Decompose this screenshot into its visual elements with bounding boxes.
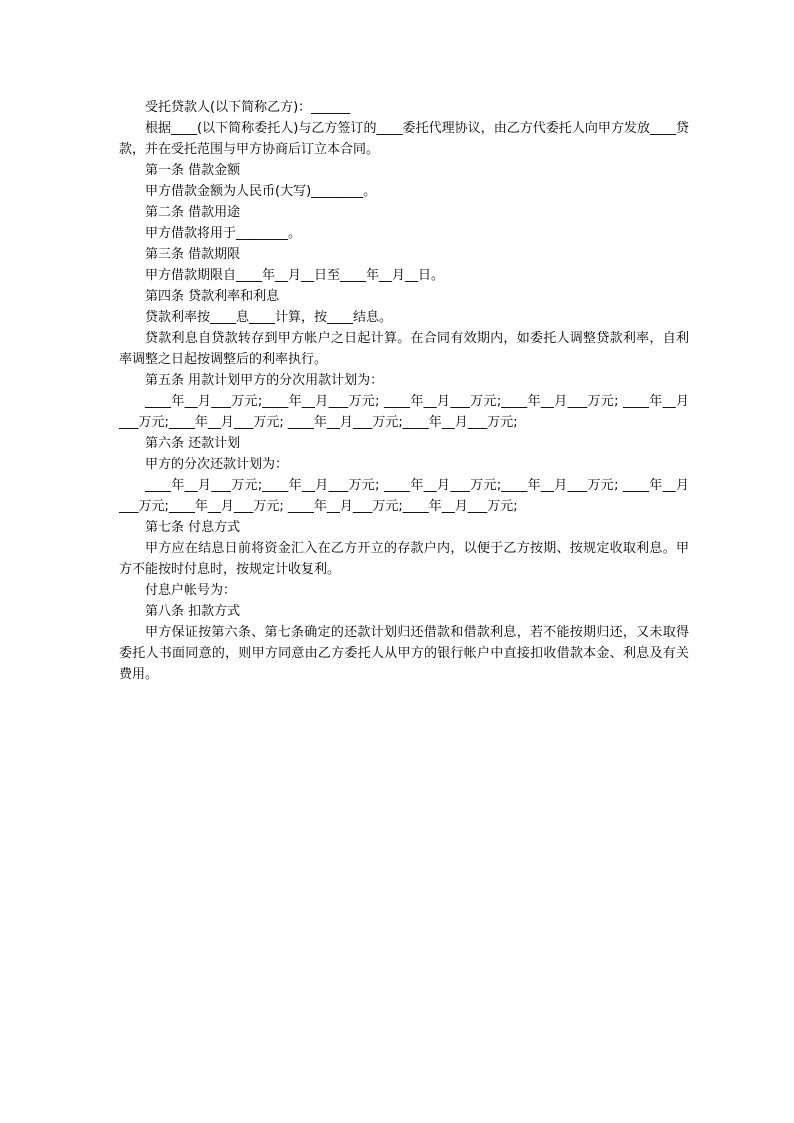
- article-5-heading: 第五条 用款计划甲方的分次用款计划为：: [145, 373, 384, 388]
- article-4-text-1: 贷款利率按____息____计算，按____结息。: [145, 310, 393, 325]
- interest-account-line: 付息户帐号为：: [145, 583, 237, 598]
- article-3-heading: 第三条 借款期限: [145, 247, 241, 262]
- contract-body: [119, 97, 689, 685]
- article-2-text: 甲方借款将用于________。: [145, 226, 302, 241]
- article-6-schedule: ____年__月___万元;____年__月___万元; ____年__月___万元;____年__月___万元; ____年__月___万元;____年__月___万元; ____年__月___万元;____年__月___万元;: [119, 478, 689, 514]
- article-4-text-2: 贷款利息自贷款转存到甲方帐户之日起计算。在合同有效期内，如委托人调整贷款利率，自利率调整之日起按调整后的利率执行。: [119, 331, 689, 367]
- article-1-heading: 第一条 借款金额: [145, 163, 241, 178]
- preamble-paragraph: 根据____(以下简称委托人)与乙方签订的____委托代理协议，由乙方代委托人向甲方发放____贷款，并在受托范围与甲方协商后订立本合同。: [119, 121, 689, 157]
- article-7-heading: 第七条 付息方式: [145, 520, 241, 535]
- article-7-text: 甲方应在结息日前将资金汇入在乙方开立的存款户内，以便于乙方按期、按规定收取利息。甲方不能按时付息时，按规定计收复利。: [119, 541, 689, 577]
- article-8-heading: 第八条 扣款方式: [145, 604, 241, 619]
- article-1-text: 甲方借款金额为人民币(大写)________。: [145, 184, 377, 199]
- article-6-text: 甲方的分次还款计划为：: [145, 457, 289, 472]
- article-6-heading: 第六条 还款计划: [145, 436, 241, 451]
- article-4-heading: 第四条 贷款利率和利息: [145, 289, 280, 304]
- article-2-heading: 第二条 借款用途: [145, 205, 241, 220]
- article-8-text: 甲方保证按第六条、第七条确定的还款计划归还借款和借款利息，若不能按期归还，又未取得委托人书面同意的，则甲方同意由乙方委托人从甲方的银行帐户中直接扣收借款本金、利息及有关费用。: [119, 625, 689, 682]
- article-3-text: 甲方借款期限自____年__月__日至____年__月__日。: [145, 268, 445, 283]
- trustee-lender-line: 受托贷款人(以下简称乙方)：______: [145, 100, 351, 115]
- article-5-schedule: ____年__月___万元;____年__月___万元; ____年__月___万元;____年__月___万元; ____年__月___万元;____年__月___万元; ____年__月___万元;____年__月___万元;: [119, 394, 689, 430]
